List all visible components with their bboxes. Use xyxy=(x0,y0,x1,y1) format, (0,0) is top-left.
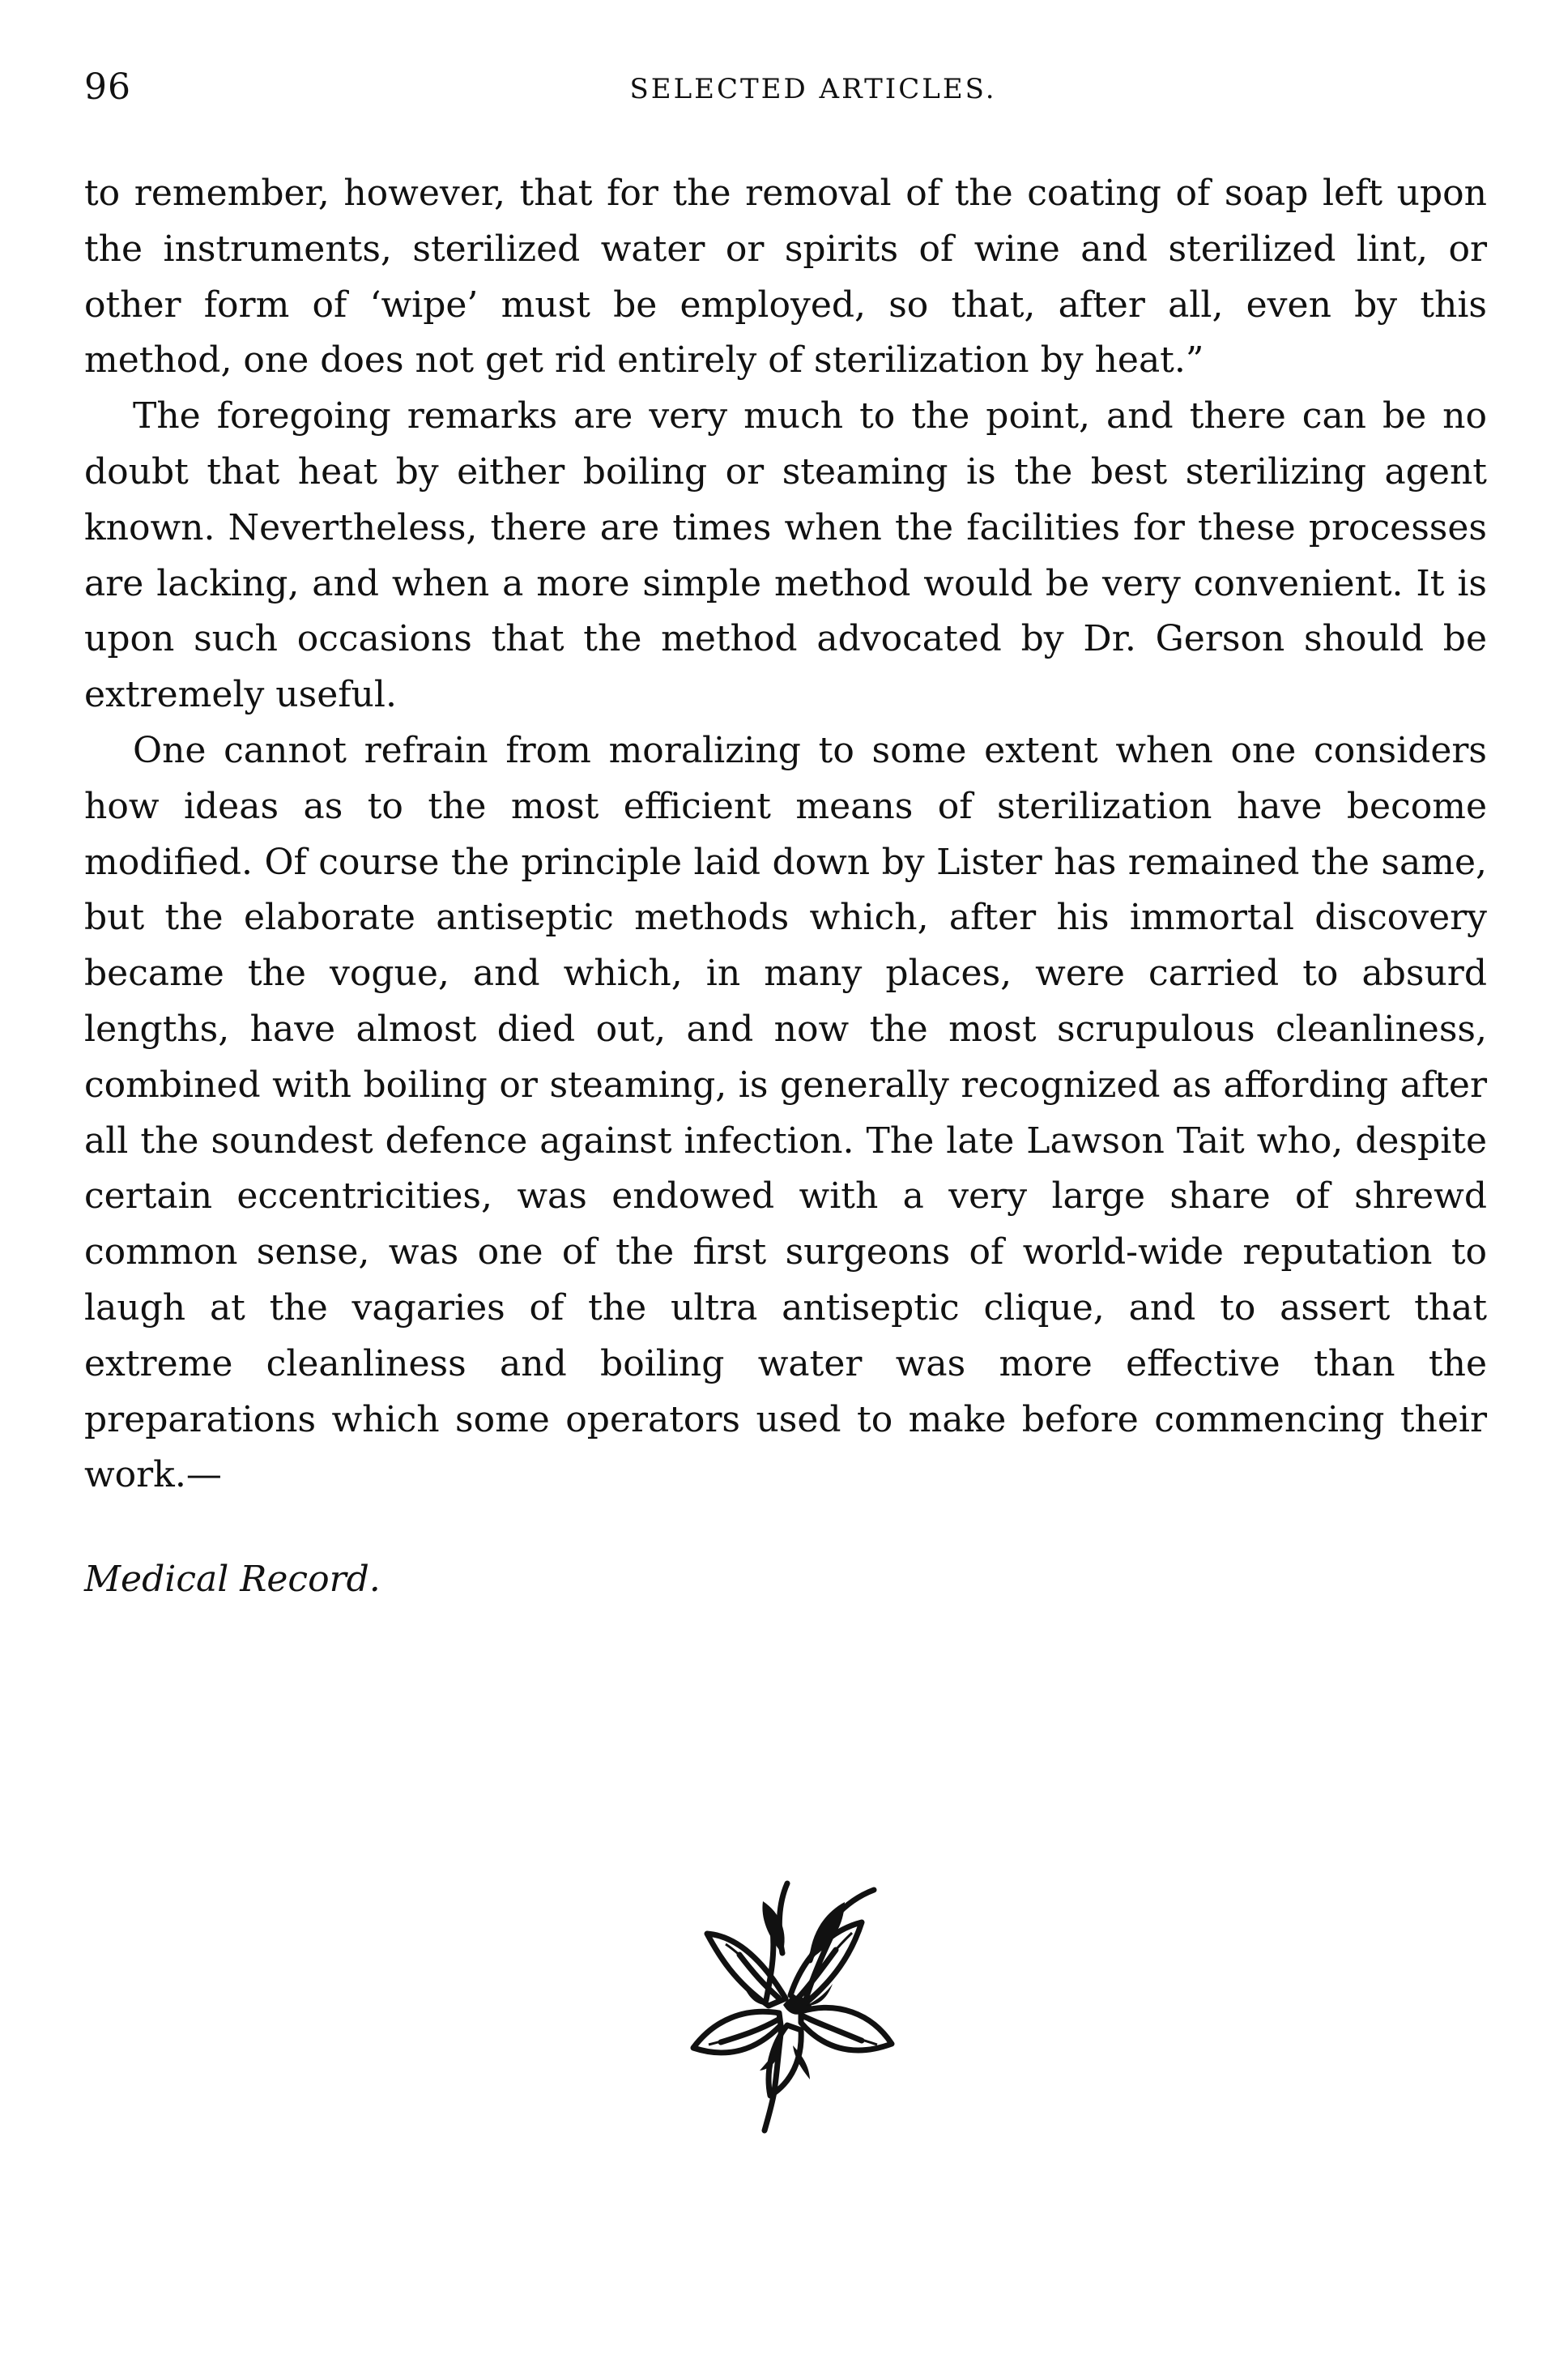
article-body xyxy=(84,166,1487,1503)
article-source: Medical Record. xyxy=(84,1559,381,1600)
page-header xyxy=(84,63,1493,120)
article-paragraph-2: The foregoing remarks are very much to the point, and there can be no doubt that heat by either boiling or steaming is the best sterilizing agent known. Nevertheless, there are times when the facilities for these processes are lacking, and when a more simple method would be very convenient. It is upon such occasions that the method advocated by Dr. Gerson should be extremely useful. xyxy=(84,395,1487,716)
article-paragraph-1: to remember, however, that for the removal of the coating of soap left upon the instruments, sterilized water or spirits of wine and sterilized lint, or other form of ‘wipe’ must be employed, so that, after all, even by this method, one does not get rid entirely of sterilization by heat.” xyxy=(84,173,1487,382)
article-paragraph-3: One cannot refrain from moralizing to some extent when one considers how ideas as to the most efficient means of sterilization have become modified. Of course the principle laid down by Lister has remained the same, but the elaborate antiseptic methods which, after his immortal discovery became the vogue, and which, in many places, were carried to absurd lengths, have almost died out, and now the most scrupulous cleanliness, combined with boiling or steaming, is generally recognized as affording after all the soundest defence against infection. The late Lawson Tait who, despite certain eccentricities, was endowed with a very large share of shrewd common sense, was one of the first surgeons of world-wide reputation to laugh at the vagaries of the ultra antiseptic clique, and to assert that extreme cleanliness and boiling water was more effective than the preparations which some operators used to make before commencing their work.— xyxy=(84,729,1487,1496)
page-number: 96 xyxy=(84,66,131,108)
running-head: SELECTED ARTICLES. xyxy=(629,73,997,105)
flower-ornament-icon xyxy=(679,1859,905,2135)
